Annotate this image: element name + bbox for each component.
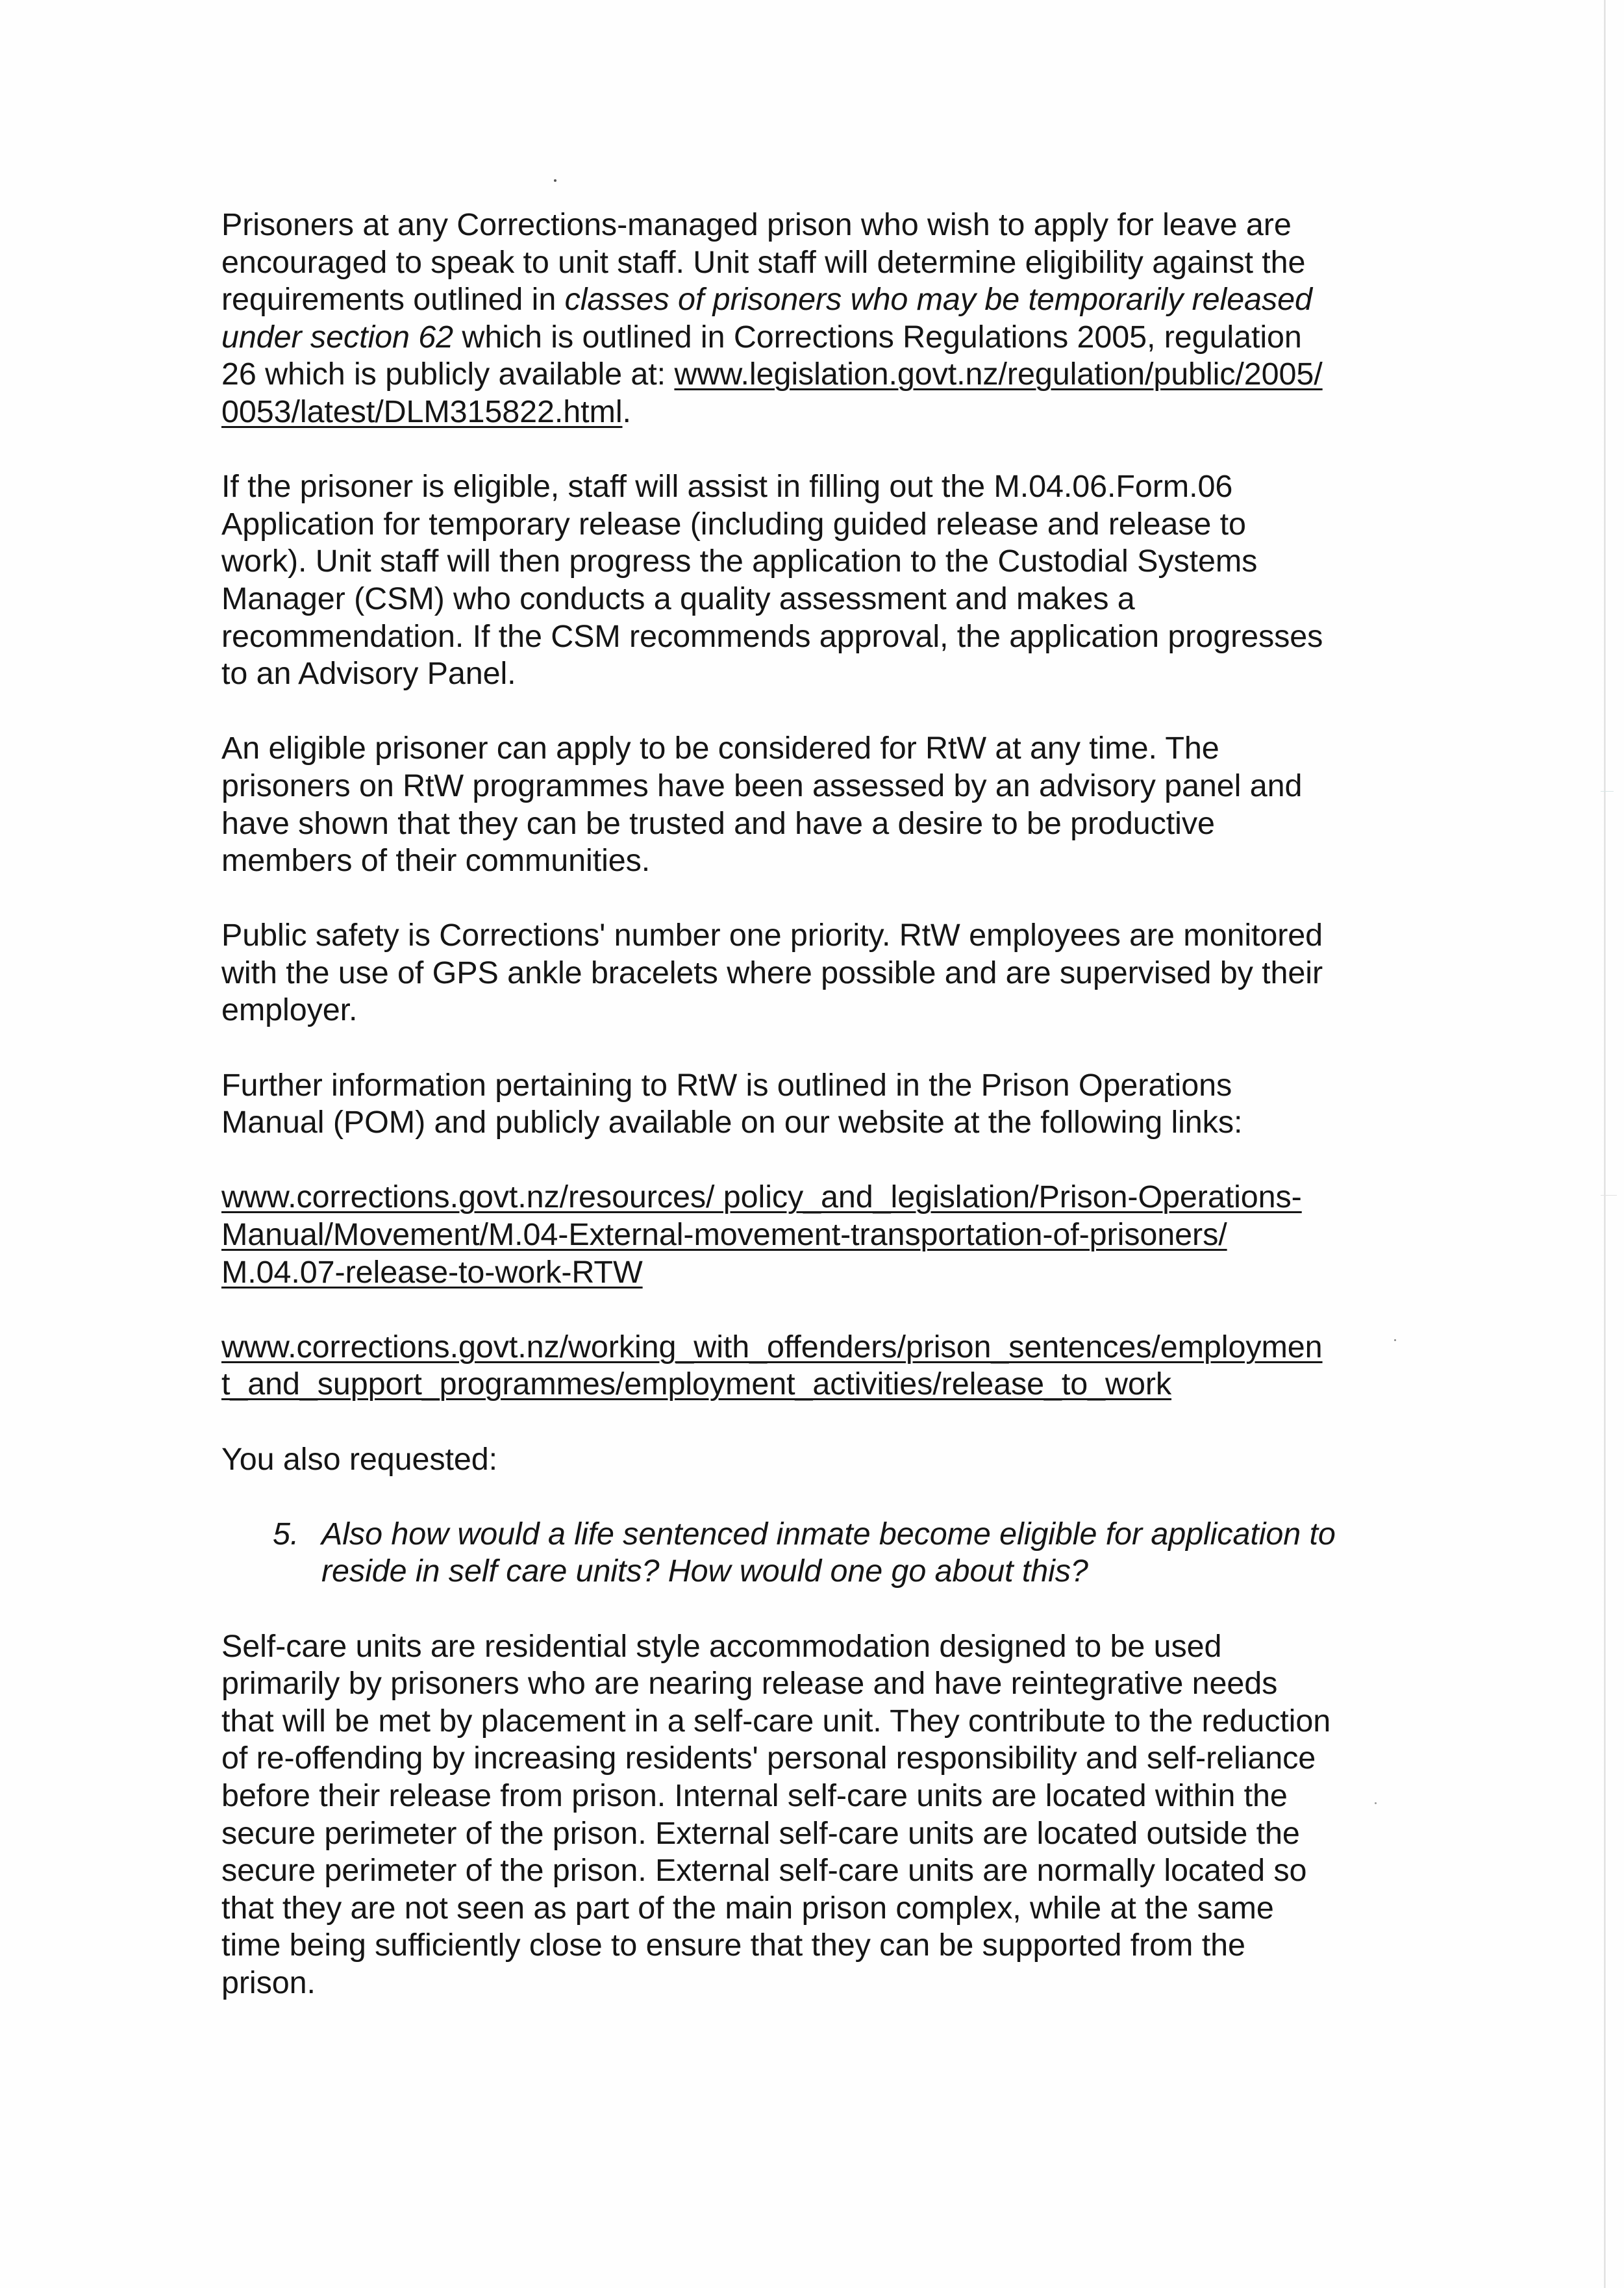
text-line: An eligible prisoner can apply to be considered for RtW at any time. The	[221, 731, 1219, 766]
text-line: prison.	[221, 1965, 316, 2000]
text-line: of re-offending by increasing residents' personal responsibility and self-reliance	[221, 1741, 1316, 1776]
letter-body	[221, 207, 1527, 2039]
release-to-work-link[interactable]: t_and_support_programmes/employment_activities/release_to_work	[221, 1366, 1172, 1402]
question-text-line: Also how would a life sentenced inmate become eligible for application to	[321, 1516, 1336, 1552]
text-line: secure perimeter of the prison. External self-care units are located outside the	[221, 1815, 1300, 1851]
pom-link[interactable]: www.corrections.govt.nz/resources/ policy_and_legislation/Prison-Operations-	[221, 1179, 1302, 1215]
scan-speck	[554, 179, 556, 182]
text-line	[221, 319, 1527, 357]
text-span: .	[622, 394, 631, 429]
release-to-work-link[interactable]: www.corrections.govt.nz/working_with_offenders/prison_sentences/employmen	[221, 1329, 1323, 1364]
release-to-work-link-block	[221, 1329, 1527, 1403]
text-line: before their release from prison. Internal self-care units are located within the	[221, 1778, 1288, 1813]
text-line: to an Advisory Panel.	[221, 656, 516, 692]
legislation-link-cont[interactable]: 0053/latest/DLM315822.html	[221, 394, 623, 429]
text-line: Prisoners at any Corrections-managed prison who wish to apply for leave are	[221, 207, 1292, 242]
text-line: have shown that they can be trusted and have a desire to be productive	[221, 805, 1215, 841]
text-line: with the use of GPS ankle bracelets where possible and are supervised by their	[221, 955, 1323, 990]
text-line: members of their communities.	[221, 843, 651, 879]
text-line	[221, 281, 1527, 319]
pom-link[interactable]: M.04.07-release-to-work-RTW	[221, 1254, 643, 1290]
paragraph-also-requested	[221, 1441, 1527, 1479]
text-line: Self-care units are residential style accommodation designed to be used	[221, 1628, 1222, 1664]
list-number: 5.	[273, 1516, 299, 1552]
paragraph-public-safety	[221, 917, 1527, 1029]
text-line: If the prisoner is eligible, staff will assist in filling out the M.04.06.Form.06	[221, 469, 1233, 505]
text-line: recommendation. If the CSM recommends approval, the application progresses	[221, 618, 1323, 654]
legislation-link[interactable]: www.legislation.govt.nz/regulation/public/2005/	[674, 357, 1323, 392]
text-line	[221, 394, 1527, 431]
scan-artifact	[1601, 1195, 1617, 1196]
paragraph-rtw-eligibility	[221, 730, 1527, 879]
text-span: requirements outlined in	[221, 282, 565, 318]
question-text-line: reside in self care units? How would one go about this?	[321, 1553, 1088, 1589]
text-line: You also requested:	[221, 1441, 498, 1477]
paragraph-application-process	[221, 468, 1527, 693]
paragraph-eligibility	[221, 207, 1527, 431]
paragraph-self-care-units	[221, 1628, 1527, 2002]
text-line: Manager (CSM) who conducts a quality assessment and makes a	[221, 581, 1135, 616]
text-line	[221, 1254, 1527, 1292]
text-line: Manual (POM) and publicly available on our website at the following links:	[221, 1105, 1243, 1140]
pom-link[interactable]: Manual/Movement/M.04-External-movement-transportation-of-prisoners/	[221, 1217, 1227, 1253]
italic-regulation-title: classes of prisoners who may be temporarily released	[564, 282, 1312, 318]
text-line: that will be met by placement in a self-care unit. They contribute to the reduction	[221, 1703, 1331, 1739]
text-line: prisoners on RtW programmes have been assessed by an advisory panel and	[221, 768, 1303, 803]
paragraph-further-information	[221, 1067, 1527, 1142]
text-line	[221, 1366, 1527, 1403]
text-line: secure perimeter of the prison. External self-care units are normally located so	[221, 1853, 1307, 1889]
pom-link-block	[221, 1179, 1527, 1291]
text-line: Application for temporary release (including guided release and release to	[221, 506, 1246, 542]
text-line: time being sufficiently close to ensure that they can be supported from the	[221, 1928, 1245, 1963]
italic-section-ref: under section 62	[221, 319, 454, 355]
text-line: Public safety is Corrections' number one priority. RtW employees are monitored	[221, 918, 1323, 953]
request-question-5	[221, 1516, 1527, 1590]
text-span: 26 which is publicly available at:	[221, 357, 675, 392]
scan-artifact	[1601, 791, 1614, 792]
scan-edge-line	[1604, 0, 1606, 2288]
text-line: that they are not seen as part of the main prison complex, while at the same	[221, 1890, 1274, 1926]
text-line: encouraged to speak to unit staff. Unit staff will determine eligibility against the	[221, 244, 1306, 280]
text-span: which is outlined in Corrections Regulations 2005, regulation	[453, 319, 1302, 355]
text-line: employer.	[221, 992, 358, 1028]
text-line: primarily by prisoners who are nearing release and have reintegrative needs	[221, 1666, 1278, 1702]
text-line: Further information pertaining to RtW is outlined in the Prison Operations	[221, 1067, 1232, 1103]
text-line: work). Unit staff will then progress the application to the Custodial Systems	[221, 544, 1258, 579]
text-line	[221, 356, 1527, 394]
